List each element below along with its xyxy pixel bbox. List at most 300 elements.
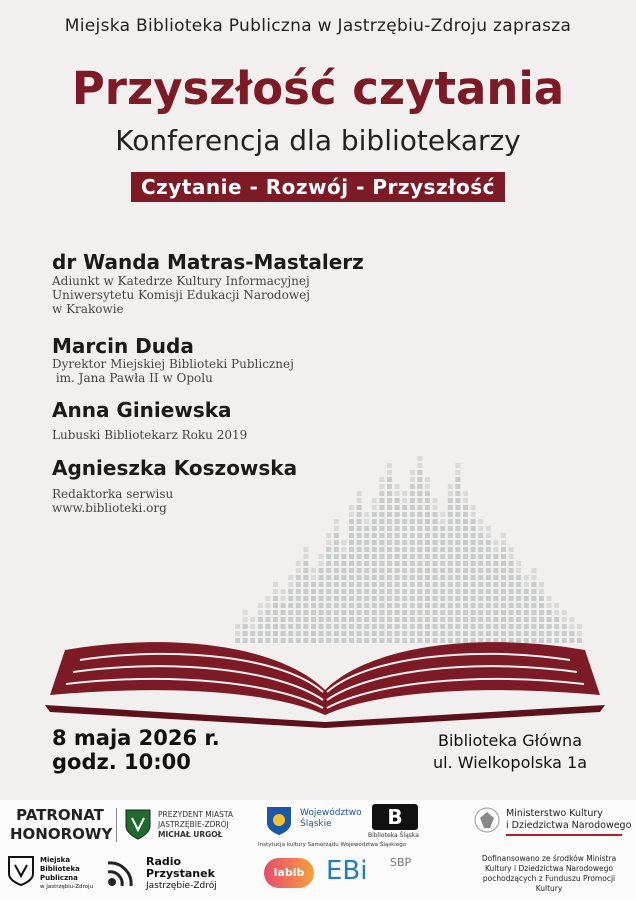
- equalizer-cell: [319, 568, 324, 573]
- equalizer-cell: [258, 617, 263, 622]
- equalizer-cell: [410, 603, 415, 608]
- equalizer-cell: [539, 638, 544, 643]
- mbp-label: [40, 856, 93, 892]
- equalizer-cell: [288, 638, 293, 643]
- equalizer-cell: [341, 638, 346, 643]
- equalizer-cell: [524, 617, 529, 622]
- equalizer-cell: [379, 505, 384, 510]
- equalizer-cell: [395, 568, 400, 573]
- equalizer-cell: [410, 610, 415, 615]
- voivodeship-line: Śląskie: [300, 819, 332, 829]
- equalizer-cell: [303, 624, 308, 629]
- equalizer-cell: [334, 610, 339, 615]
- equalizer-cell: [478, 638, 483, 643]
- equalizer-cell: [288, 617, 293, 622]
- equalizer-cell: [509, 617, 514, 622]
- equalizer-cell: [288, 610, 293, 615]
- equalizer-cell: [478, 540, 483, 545]
- equalizer-cell: [410, 491, 415, 496]
- equalizer-cell: [379, 547, 384, 552]
- equalizer-cell: [250, 631, 255, 636]
- equalizer-cell: [372, 617, 377, 622]
- equalizer-cell: [440, 603, 445, 608]
- equalizer-cell: [334, 568, 339, 573]
- equalizer-cell: [509, 638, 514, 643]
- equalizer-cell: [433, 533, 438, 538]
- organizer-line: Miejska Biblioteka Publiczna w Jastrzębiu-Zdroju zaprasza: [64, 16, 572, 36]
- equalizer-cell: [379, 589, 384, 594]
- equalizer-cell: [524, 575, 529, 580]
- equalizer-cell: [379, 596, 384, 601]
- equalizer-cell: [387, 631, 392, 636]
- equalizer-cell: [547, 631, 552, 636]
- president-patron: [158, 810, 233, 840]
- equalizer-cell: [577, 624, 582, 629]
- equalizer-cell: [379, 491, 384, 496]
- equalizer-cell: [410, 484, 415, 489]
- equalizer-cell: [288, 575, 293, 580]
- equalizer-cell: [425, 505, 430, 510]
- equalizer-cell: [471, 624, 476, 629]
- equalizer-cell: [486, 526, 491, 531]
- equalizer-cell: [531, 603, 536, 608]
- equalizer-cell: [395, 603, 400, 608]
- equalizer-cell: [463, 610, 468, 615]
- equalizer-cell: [501, 610, 506, 615]
- equalizer-cell: [486, 568, 491, 573]
- equalizer-cell: [478, 596, 483, 601]
- equalizer-cell: [357, 540, 362, 545]
- equalizer-cell: [357, 505, 362, 510]
- equalizer-cell: [433, 519, 438, 524]
- equalizer-cell: [402, 582, 407, 587]
- equalizer-cell: [402, 589, 407, 594]
- equalizer-cell: [349, 638, 354, 643]
- speaker-desc-line: w Krakowie: [52, 302, 124, 316]
- equalizer-cell: [303, 582, 308, 587]
- equalizer-cell: [265, 596, 270, 601]
- equalizer-cell: [387, 638, 392, 643]
- equalizer-cell: [478, 603, 483, 608]
- equalizer-cell: [569, 631, 574, 636]
- equalizer-cell: [326, 624, 331, 629]
- equalizer-cell: [425, 610, 430, 615]
- equalizer-cell: [455, 540, 460, 545]
- equalizer-cell: [509, 624, 514, 629]
- equalizer-cell: [524, 603, 529, 608]
- equalizer-cell: [334, 554, 339, 559]
- equalizer-cell: [379, 519, 384, 524]
- equalizer-cell: [501, 596, 506, 601]
- equalizer-cell: [387, 477, 392, 482]
- equalizer-cell: [364, 596, 369, 601]
- equalizer-cell: [288, 603, 293, 608]
- equalizer-cell: [425, 631, 430, 636]
- equalizer-cell: [448, 519, 453, 524]
- equalizer-cell: [334, 526, 339, 531]
- equalizer-cell: [341, 589, 346, 594]
- polish-eagle-icon: [474, 806, 500, 834]
- equalizer-cell: [493, 568, 498, 573]
- equalizer-cell: [562, 617, 567, 622]
- equalizer-cell: [440, 561, 445, 566]
- equalizer-cell: [417, 631, 422, 636]
- equalizer-cell: [448, 589, 453, 594]
- equalizer-cell: [509, 547, 514, 552]
- equalizer-cell: [379, 554, 384, 559]
- radio-wave-icon: [104, 858, 138, 888]
- equalizer-cell: [349, 561, 354, 566]
- equalizer-cell: [455, 575, 460, 580]
- equalizer-cell: [509, 631, 514, 636]
- equalizer-cell: [288, 596, 293, 601]
- labib-logo: labib: [264, 858, 314, 888]
- equalizer-cell: [303, 589, 308, 594]
- equalizer-cell: [341, 547, 346, 552]
- equalizer-cell: [531, 596, 536, 601]
- equalizer-cell: [433, 596, 438, 601]
- equalizer-cell: [341, 624, 346, 629]
- jastrzebie-crest-icon: [124, 808, 152, 840]
- equalizer-cell: [410, 617, 415, 622]
- equalizer-cell: [417, 463, 422, 468]
- equalizer-cell: [379, 561, 384, 566]
- equalizer-cell: [387, 491, 392, 496]
- equalizer-cell: [425, 512, 430, 517]
- equalizer-cell: [402, 638, 407, 643]
- equalizer-cell: [471, 519, 476, 524]
- equalizer-cell: [448, 568, 453, 573]
- equalizer-cell: [493, 589, 498, 594]
- equalizer-cell: [364, 519, 369, 524]
- equalizer-cell: [455, 554, 460, 559]
- equalizer-cell: [455, 610, 460, 615]
- equalizer-cell: [455, 547, 460, 552]
- equalizer-cell: [265, 617, 270, 622]
- equalizer-cell: [402, 610, 407, 615]
- equalizer-cell: [357, 533, 362, 538]
- equalizer-cell: [250, 624, 255, 629]
- equalizer-cell: [296, 631, 301, 636]
- equalizer-cell: [395, 575, 400, 580]
- equalizer-cell: [417, 526, 422, 531]
- equalizer-cell: [349, 624, 354, 629]
- equalizer-cell: [539, 624, 544, 629]
- equalizer-cell: [516, 603, 521, 608]
- equalizer-cell: [417, 498, 422, 503]
- equalizer-cell: [554, 638, 559, 643]
- equalizer-cell: [425, 561, 430, 566]
- equalizer-cell: [349, 540, 354, 545]
- equalizer-cell: [243, 610, 248, 615]
- equalizer-cell: [478, 561, 483, 566]
- equalizer-cell: [440, 554, 445, 559]
- equalizer-cell: [379, 512, 384, 517]
- equalizer-cell: [334, 638, 339, 643]
- equalizer-cell: [417, 484, 422, 489]
- equalizer-cell: [334, 519, 339, 524]
- equalizer-cell: [417, 533, 422, 538]
- equalizer-cell: [501, 540, 506, 545]
- equalizer-cell: [341, 603, 346, 608]
- equalizer-cell: [417, 512, 422, 517]
- equalizer-cell: [364, 631, 369, 636]
- equalizer-cell: [493, 547, 498, 552]
- equalizer-cell: [440, 624, 445, 629]
- equalizer-cell: [433, 575, 438, 580]
- equalizer-cell: [326, 547, 331, 552]
- patronage-line: PATRONAT: [16, 806, 104, 824]
- equalizer-cell: [349, 547, 354, 552]
- equalizer-cell: [417, 456, 422, 461]
- equalizer-cell: [478, 533, 483, 538]
- speaker-name-1: dr Wanda Matras-Mastalerz: [52, 250, 364, 274]
- equalizer-cell: [326, 610, 331, 615]
- equalizer-cell: [395, 610, 400, 615]
- equalizer-cell: [410, 568, 415, 573]
- equalizer-cell: [265, 603, 270, 608]
- equalizer-cell: [516, 568, 521, 573]
- equalizer-cell: [319, 561, 324, 566]
- equalizer-cell: [486, 575, 491, 580]
- equalizer-cell: [319, 624, 324, 629]
- equalizer-cell: [258, 624, 263, 629]
- equalizer-cell: [531, 631, 536, 636]
- equalizer-cell: [417, 568, 422, 573]
- equalizer-cell: [493, 631, 498, 636]
- equalizer-cell: [448, 554, 453, 559]
- equalizer-cell: [501, 547, 506, 552]
- equalizer-cell: [417, 603, 422, 608]
- equalizer-cell: [395, 631, 400, 636]
- equalizer-cell: [303, 547, 308, 552]
- equalizer-cell: [562, 610, 567, 615]
- equalizer-cell: [387, 519, 392, 524]
- equalizer-cell: [471, 582, 476, 587]
- equalizer-cell: [463, 491, 468, 496]
- equalizer-cell: [273, 589, 278, 594]
- equalizer-cell: [357, 561, 362, 566]
- equalizer-cell: [341, 540, 346, 545]
- equalizer-cell: [372, 561, 377, 566]
- equalizer-bars: [235, 456, 582, 643]
- equalizer-cell: [516, 561, 521, 566]
- equalizer-cell: [402, 512, 407, 517]
- equalizer-cell: [516, 610, 521, 615]
- equalizer-cell: [425, 526, 430, 531]
- speaker-desc-line: Uniwersytetu Komisji Edukacji Narodowej: [52, 288, 310, 302]
- tagline: Czytanie - Rozwój - Przyszłość: [131, 172, 505, 202]
- equalizer-cell: [577, 631, 582, 636]
- equalizer-cell: [463, 617, 468, 622]
- equalizer-cell: [509, 603, 514, 608]
- equalizer-cell: [319, 638, 324, 643]
- equalizer-cell: [319, 603, 324, 608]
- speaker-name-3: Anna Giniewska: [52, 398, 232, 422]
- equalizer-cell: [357, 596, 362, 601]
- equalizer-cell: [303, 561, 308, 566]
- silesian-library-logo: B: [372, 804, 418, 830]
- equalizer-cell: [402, 505, 407, 510]
- equalizer-cell: [402, 526, 407, 531]
- page-subtitle: Konferencja dla bibliotekarzy: [115, 124, 521, 157]
- president-line: PREZYDENT MIASTA: [158, 810, 233, 819]
- equalizer-cell: [448, 582, 453, 587]
- equalizer-cell: [326, 561, 331, 566]
- equalizer-cell: [341, 568, 346, 573]
- equalizer-cell: [471, 610, 476, 615]
- equalizer-cell: [539, 603, 544, 608]
- funding-line: Dofinansowano ze środków Ministra: [481, 854, 617, 863]
- funding-line: Kultury: [535, 884, 563, 893]
- equalizer-cell: [334, 631, 339, 636]
- equalizer-cell: [364, 617, 369, 622]
- equalizer-cell: [326, 582, 331, 587]
- equalizer-cell: [448, 526, 453, 531]
- equalizer-cell: [303, 596, 308, 601]
- radio-line: Jastrzębie-Zdrój: [146, 881, 217, 891]
- equalizer-cell: [281, 617, 286, 622]
- equalizer-cell: [357, 519, 362, 524]
- equalizer-cell: [539, 589, 544, 594]
- equalizer-cell: [516, 596, 521, 601]
- equalizer-cell: [303, 631, 308, 636]
- equalizer-cell: [501, 603, 506, 608]
- funding-line: Kultury i Dziedzictwa Narodowego: [485, 864, 613, 873]
- funding-note: [474, 854, 624, 894]
- equalizer-cell: [410, 477, 415, 482]
- equalizer-cell: [410, 512, 415, 517]
- equalizer-cell: [455, 561, 460, 566]
- equalizer-cell: [433, 624, 438, 629]
- equalizer-cell: [235, 631, 240, 636]
- equalizer-cell: [455, 484, 460, 489]
- equalizer-cell: [493, 540, 498, 545]
- equalizer-cell: [395, 554, 400, 559]
- equalizer-cell: [433, 582, 438, 587]
- equalizer-cell: [440, 582, 445, 587]
- equalizer-cell: [410, 631, 415, 636]
- equalizer-cell: [448, 512, 453, 517]
- equalizer-cell: [455, 491, 460, 496]
- equalizer-cell: [440, 596, 445, 601]
- institution-note: Instytucja kultury Samorządu Województwa Śląskiego: [258, 842, 407, 848]
- equalizer-cell: [258, 631, 263, 636]
- equalizer-cell: [433, 568, 438, 573]
- equalizer-cell: [326, 603, 331, 608]
- equalizer-cell: [547, 596, 552, 601]
- equalizer-cell: [501, 582, 506, 587]
- equalizer-cell: [288, 589, 293, 594]
- equalizer-cell: [341, 561, 346, 566]
- equalizer-cell: [463, 624, 468, 629]
- equalizer-cell: [364, 547, 369, 552]
- equalizer-cell: [554, 610, 559, 615]
- equalizer-cell: [311, 631, 316, 636]
- equalizer-cell: [349, 554, 354, 559]
- equalizer-cell: [471, 533, 476, 538]
- equalizer-cell: [364, 638, 369, 643]
- equalizer-cell: [387, 484, 392, 489]
- open-book-icon: [45, 642, 605, 728]
- equalizer-cell: [372, 512, 377, 517]
- equalizer-cell: [425, 589, 430, 594]
- equalizer-cell: [364, 540, 369, 545]
- equalizer-cell: [364, 561, 369, 566]
- equalizer-cell: [235, 638, 240, 643]
- equalizer-cell: [349, 519, 354, 524]
- equalizer-cell: [273, 610, 278, 615]
- equalizer-cell: [501, 589, 506, 594]
- equalizer-cell: [349, 582, 354, 587]
- equalizer-cell: [524, 589, 529, 594]
- equalizer-cell: [243, 631, 248, 636]
- equalizer-cell: [281, 610, 286, 615]
- equalizer-cell: [478, 617, 483, 622]
- equalizer-cell: [547, 638, 552, 643]
- equalizer-cell: [402, 617, 407, 622]
- equalizer-cell: [379, 526, 384, 531]
- equalizer-cell: [455, 533, 460, 538]
- equalizer-cell: [372, 526, 377, 531]
- equalizer-cell: [387, 470, 392, 475]
- equalizer-cell: [372, 554, 377, 559]
- equalizer-cell: [486, 561, 491, 566]
- equalizer-cell: [417, 540, 422, 545]
- page-title: Przyszłość czytania: [71, 62, 565, 115]
- equalizer-cell: [417, 470, 422, 475]
- equalizer-cell: [372, 540, 377, 545]
- equalizer-cell: [547, 617, 552, 622]
- equalizer-cell: [471, 575, 476, 580]
- equalizer-cell: [417, 519, 422, 524]
- equalizer-cell: [311, 575, 316, 580]
- equalizer-cell: [357, 547, 362, 552]
- equalizer-cell: [524, 624, 529, 629]
- equalizer-cell: [516, 624, 521, 629]
- equalizer-cell: [440, 519, 445, 524]
- equalizer-cell: [440, 631, 445, 636]
- divider: [116, 808, 117, 842]
- equalizer-cell: [341, 617, 346, 622]
- equalizer-cell: [455, 603, 460, 608]
- equalizer-cell: [433, 512, 438, 517]
- equalizer-cell: [554, 617, 559, 622]
- equalizer-cell: [455, 519, 460, 524]
- equalizer-cell: [493, 575, 498, 580]
- equalizer-cell: [486, 582, 491, 587]
- equalizer-cell: [509, 575, 514, 580]
- equalizer-cell: [577, 638, 582, 643]
- equalizer-cell: [478, 575, 483, 580]
- equalizer-cell: [516, 631, 521, 636]
- equalizer-cell: [463, 638, 468, 643]
- equalizer-cell: [493, 624, 498, 629]
- equalizer-cell: [478, 631, 483, 636]
- equalizer-cell: [448, 575, 453, 580]
- equalizer-cell: [364, 589, 369, 594]
- equalizer-cell: [387, 554, 392, 559]
- equalizer-cell: [463, 526, 468, 531]
- equalizer-cell: [395, 561, 400, 566]
- equalizer-cell: [243, 617, 248, 622]
- equalizer-cell: [448, 603, 453, 608]
- equalizer-cell: [379, 617, 384, 622]
- equalizer-cell: [395, 484, 400, 489]
- equalizer-cell: [250, 638, 255, 643]
- equalizer-cell: [531, 617, 536, 622]
- equalizer-cell: [364, 512, 369, 517]
